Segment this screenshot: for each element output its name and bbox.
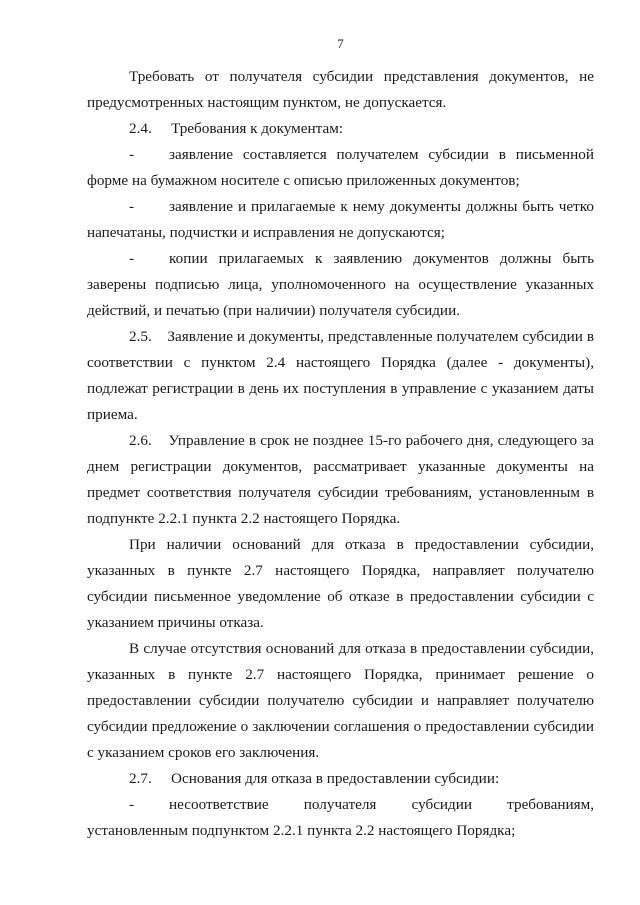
bullet-dash: - [129, 796, 135, 813]
section-2-7 [87, 766, 594, 792]
page-number: 7 [337, 36, 344, 51]
section-text: Управление в срок не позднее 15-го рабочего дня, следующего за днем регистрации документов, рассматривает указанные документы на предмет соответствия получателя субсидии требованиям, установленным в подпункте 2.2.1 пункта 2.2 настоящего Порядка. [87, 432, 595, 527]
paragraph-grant-decision: В случае отсутствия оснований для отказа в предоставлении субсидии, указанных в пункте 2.7 настоящего Порядка, принимает решение о предоставлении субсидии получателю субсидии и направляет получателю субсидии предложение о заключении соглашения о предоставлении субсидии с указанием сроков его заключения. [87, 640, 594, 761]
section-number: 2.5. [129, 328, 152, 345]
section-text: Требования к документам: [171, 120, 344, 137]
bullet-text: заявление составляется получателем субсидии в письменной форме на бумажном носителе с описью приложенных документов; [87, 146, 594, 189]
paragraph-refusal-notice: При наличии оснований для отказа в предоставлении субсидии, указанных в пункте 2.7 настоящего Порядка, направляет получателю субсидии письменное уведомление об отказе в предоставлении субсидии с указанием причины отказа. [87, 536, 594, 631]
section-number: 2.6. [129, 432, 152, 449]
bullet-item [87, 142, 594, 194]
bullet-dash: - [129, 250, 135, 267]
section-text: Заявление и документы, представленные получателем субсидии в соответствии с пунктом 2.4 настоящего Порядка (далее - документы), подлежат регистрации в день их поступления в управление с указанием даты приема. [87, 328, 595, 423]
bullet-item [87, 246, 594, 324]
bullet-text: заявление и прилагаемые к нему документы должны быть четко напечатаны, подчистки и исправления не допускаются; [87, 198, 594, 241]
section-2-4 [87, 116, 594, 142]
section-number: 2.7. [129, 770, 152, 787]
paragraph-documents-not-required: Требовать от получателя субсидии представления документов, не предусмотренных настоящим пунктом, не допускается. [87, 68, 594, 111]
bullet-item [87, 194, 594, 246]
bullet-dash: - [129, 198, 135, 215]
section-number: 2.4. [129, 120, 152, 137]
section-2-5 [87, 324, 594, 428]
bullet-item [87, 792, 594, 844]
section-text: Основания для отказа в предоставлении субсидии: [171, 770, 500, 787]
bullet-text: копии прилагаемых к заявлению документов должны быть заверены подписью лица, уполномоченного на осуществление указанных действий, и печатью (при наличии) получателя субсидии. [87, 250, 594, 319]
bullet-text: несоответствие получателя субсидии требованиям, установленным подпунктом 2.2.1 пункта 2.2 настоящего Порядка; [87, 796, 594, 839]
section-2-6 [87, 428, 594, 532]
bullet-dash: - [129, 146, 135, 163]
